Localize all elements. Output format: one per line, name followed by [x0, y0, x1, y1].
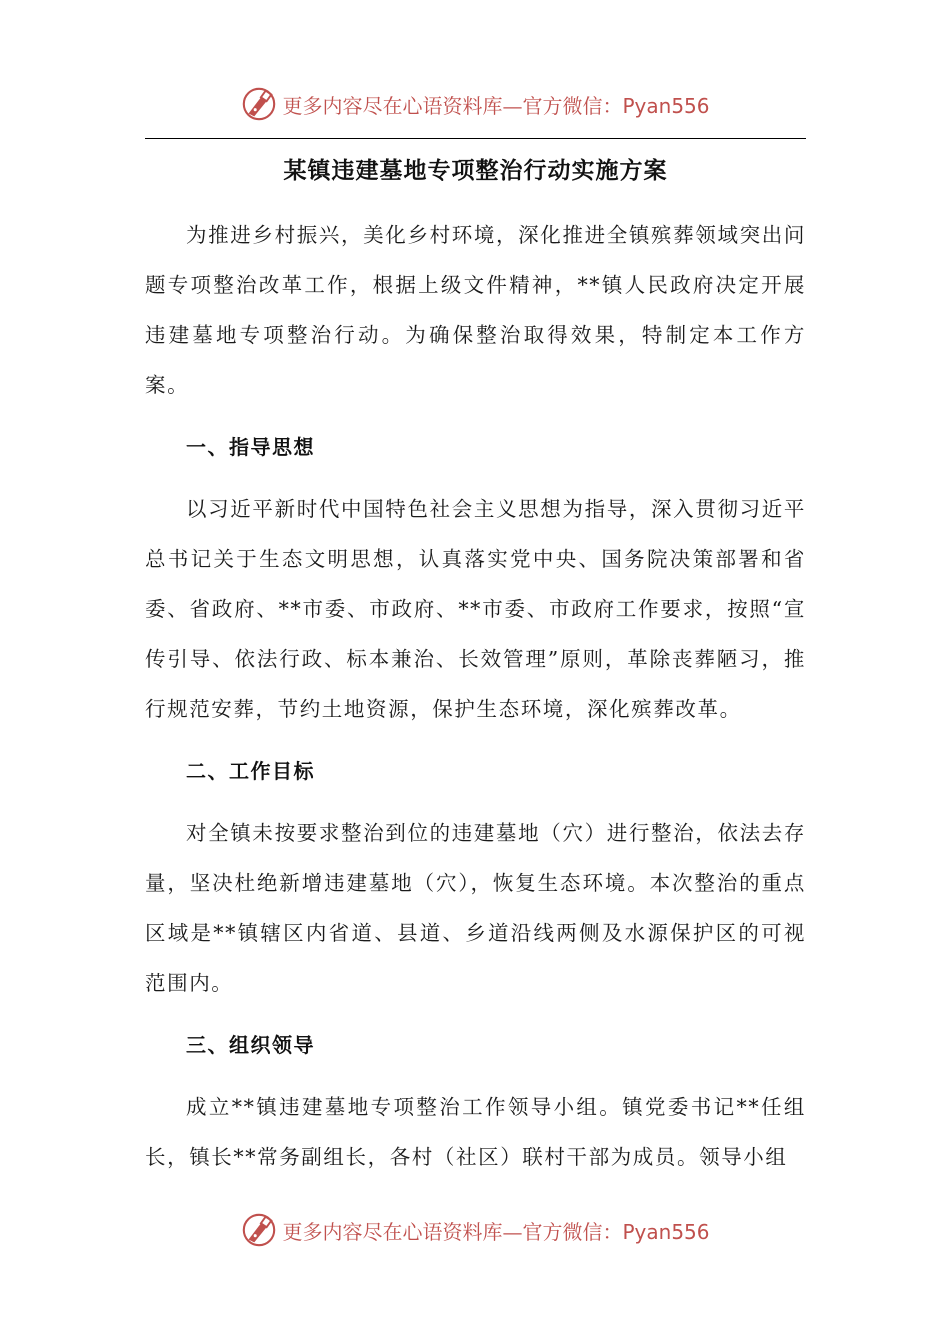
banner-wechat-id: Pyan556 [622, 93, 710, 118]
banner-wechat-id: Pyan556 [622, 1219, 710, 1244]
banner-wechat-label: 官方微信： [522, 1219, 623, 1244]
document-body [145, 210, 806, 1182]
banner-text [282, 90, 709, 119]
section-heading-3: 三、组织领导 [186, 1033, 315, 1057]
document-title: 某镇违建墓地专项整治行动实施方案 [283, 158, 668, 184]
work-goals-paragraph: 对全镇未按要求整治到位的违建墓地（穴）进行整治，依法去存量，坚决杜绝新增违建墓地（穴），恢复生态环境。本次整治的重点区域是**镇辖区内省道、县道、乡道沿线两侧及水源保护区的可视范围内。 [145, 821, 806, 995]
banner-text [282, 1216, 709, 1245]
banner-main-text: 更多内容尽在心语资料库 [282, 1219, 503, 1244]
header-divider [145, 138, 806, 139]
organization-paragraph: 成立**镇违建墓地专项整治工作领导小组。镇党委书记**任组长，镇长**常务副组长，各村（社区）联村干部为成员。领导小组 [145, 1095, 806, 1169]
section-heading-2: 二、工作目标 [186, 759, 315, 783]
footer-banner [0, 1208, 950, 1252]
section-heading-1: 一、指导思想 [186, 435, 315, 459]
banner-dash: — [502, 93, 523, 118]
banner-wechat-label: 官方微信： [522, 93, 623, 118]
banner-dash: — [502, 1219, 523, 1244]
guiding-ideology-paragraph: 以习近平新时代中国特色社会主义思想为指导，深入贯彻习近平总书记关于生态文明思想，认真落实党中央、国务院决策部署和省委、省政府、**市委、市政府、**市委、市政府工作要求，按照“宣传引导、依法行政、标本兼治、长效管理”原则，革除丧葬陋习，推行规范安葬，节约土地资源，保护生态环境，深化殡葬改革。 [145, 497, 806, 721]
banner-main-text: 更多内容尽在心语资料库 [282, 93, 503, 118]
pen-nib-logo-icon [240, 85, 278, 123]
header-banner [0, 82, 950, 126]
intro-paragraph: 为推进乡村振兴，美化乡村环境，深化推进全镇殡葬领域突出问题专项整治改革工作，根据上级文件精神，**镇人民政府决定开展违建墓地专项整治行动。为确保整治取得效果，特制定本工作方案。 [145, 223, 806, 397]
pen-nib-logo-icon [240, 1211, 278, 1249]
